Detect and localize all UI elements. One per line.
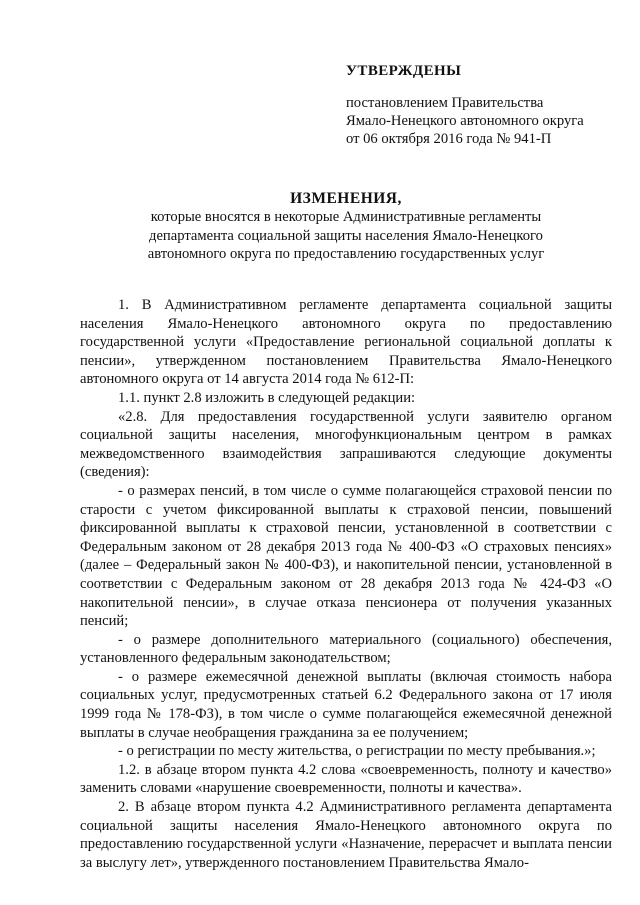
title-subtitle-line: автономного округа по предоставлению государственных услуг xyxy=(147,246,545,262)
approval-line: постановлением Правительства xyxy=(346,95,544,111)
approval-heading: УТВЕРЖДЕНЫ xyxy=(346,63,462,79)
title-subtitle-line: департамента социальной защиты населения Ямало-Ненецкого xyxy=(149,227,543,244)
paragraph-2-8-quote: «2.8. Для предоставления государственной услуги заявителю органом социальной защиты населения, многофункциональным центром в рамках межведомственного взаимодействия запрашиваются следующие документы (сведения): xyxy=(80,408,612,481)
list-item-pension-sizes: - о размерах пенсий, в том числе о сумме полагающейся страховой пенсии по старости с учетом фиксированной выплаты к страховой пенсии, повышений фиксированной выплаты к страховой пенсии, установленной в соответствии с Федеральным законом от 28 декабря 2013 года № 400-ФЗ «О страховых пенсиях» (далее – Федеральный закон № 400-ФЗ), и накопительной пенсии, установленной в соответствии с Федеральным законом от 28 декабря 2013 года № 424-ФЗ «О накопительной пенсии», в случае отказа пенсионера от получения указанных пенсий; xyxy=(80,482,612,630)
list-item-additional-support: - о размере дополнительного материального (социального) обеспечения, установленного федеральным законодательством; xyxy=(80,631,612,667)
document-body xyxy=(80,296,612,872)
paragraph-1: 1. В Административном регламенте департамента социальной защиты населения Ямало-Ненецкого автономного округа по предоставлению государственной услуги «Предоставление региональной социальной доплаты к пенсии», утвержденном постановлением Правительства Ямало-Ненецкого автономного округа от 14 августа 2014 года № 612-П: xyxy=(80,297,612,388)
approval-line: от 06 октября 2016 года № 941-П xyxy=(346,131,552,147)
document-title xyxy=(80,190,612,264)
paragraph-1-2: 1.2. в абзаце втором пункта 4.2 слова «своевременность, полноту и качество» заменить словами «нарушение своевременности, полноты и качества». xyxy=(80,761,612,797)
title-main: ИЗМЕНЕНИЯ, xyxy=(290,190,402,207)
paragraph-2: 2. В абзаце втором пункта 4.2 Административного регламента департамента социальной защиты населения Ямало-Ненецкого автономного округа по предоставлению государственной услуги «Назначение, перерасчет и выплата пенсии за выслугу лет», утвержденного постановлением Правительства Ямало- xyxy=(80,799,612,871)
list-item-registration: - о регистрации по месту жительства, о регистрации по месту пребывания.»; xyxy=(118,743,596,760)
paragraph-1-1: 1.1. пункт 2.8 изложить в следующей редакции: xyxy=(118,389,416,406)
list-item-monthly-payment: - о размере ежемесячной денежной выплаты (включая стоимость набора социальных услуг, предусмотренных статьей 6.2 Федерального закона от 17 июля 1999 года № 178-ФЗ), в том числе о сумме полагающейся ежемесячной денежной выплаты в случае необращения гражданина за ее получением; xyxy=(80,668,612,741)
approval-line: Ямало-Ненецкого автономного округа xyxy=(346,113,584,129)
approval-block xyxy=(346,63,616,148)
title-subtitle-line: которые вносятся в некоторые Административные регламенты xyxy=(150,209,542,225)
